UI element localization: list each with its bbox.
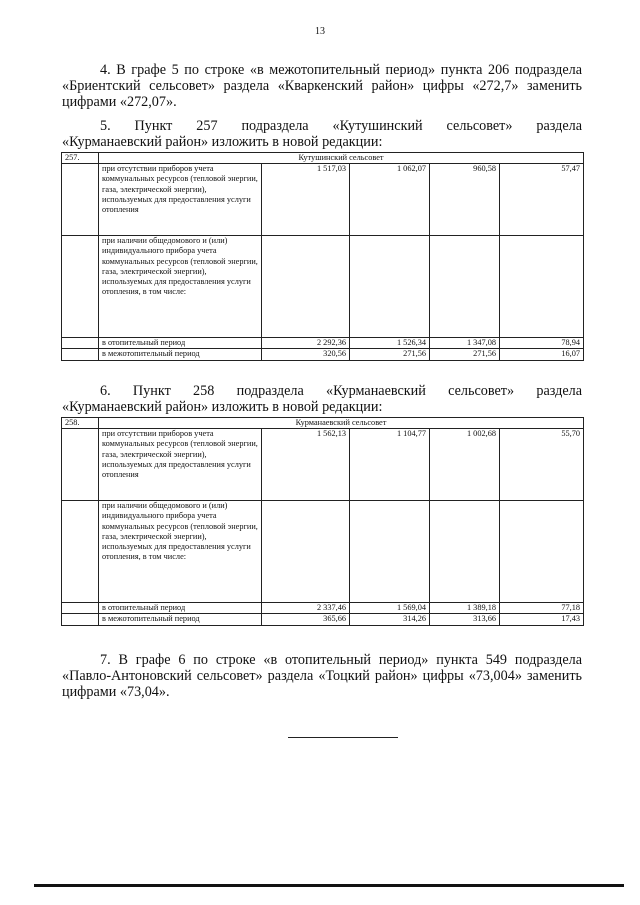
end-divider: [288, 737, 398, 738]
cell-value: 313,66: [430, 614, 500, 625]
table-header-row: [62, 418, 584, 429]
cell-value: 55,70: [500, 429, 584, 501]
row-label: в межотопительный период: [99, 349, 262, 360]
cell-value: 1 526,34: [350, 338, 430, 349]
cell-value: 2 337,46: [262, 603, 350, 614]
cell-value: 1 062,07: [350, 164, 430, 236]
cell-value: 1 389,18: [430, 603, 500, 614]
table-row: [62, 338, 584, 349]
paragraph-4-text: 4. В графе 5 по строке «в межотопительный период» пункта 206 подраздела «Бриентский сельсовет» раздела «Кваркенский район» цифры «272,7» заменить цифрами «272,07».: [62, 62, 582, 111]
cell-value: 2 292,36: [262, 338, 350, 349]
cell-value: 1 562,13: [262, 429, 350, 501]
cell-value: 1 517,03: [262, 164, 350, 236]
cell-value: 1 002,68: [430, 429, 500, 501]
table-row: [62, 501, 584, 603]
table-row: [62, 603, 584, 614]
bottom-rule: [34, 884, 624, 887]
cell-value: 57,47: [500, 164, 584, 236]
table-title: Курманаевский сельсовет: [99, 418, 584, 429]
page-number: 13: [315, 26, 325, 37]
item-number: 257.: [62, 153, 99, 164]
row-label: при наличии общедомового и (или) индивидуального прибора учета коммунальных ресурсов (тепловой энергии, газа, электрической энергии), используемых для предоставления услуги отопления, в том числе:: [99, 501, 262, 603]
paragraph-6-line-2: «Курманаевский район» изложить в новой редакции:: [62, 399, 383, 415]
cell-value: 320,56: [262, 349, 350, 360]
table-row: [62, 349, 584, 360]
paragraph-4: [62, 62, 582, 111]
paragraph-7: [62, 652, 582, 701]
row-label: при наличии общедомового и (или) индивидуального прибора учета коммунальных ресурсов (тепловой энергии, газа, электрической энергии), используемых для предоставления услуги отопления, в том числе:: [99, 236, 262, 338]
cell-value: 271,56: [350, 349, 430, 360]
cell-value: 78,94: [500, 338, 584, 349]
table-row: [62, 614, 584, 625]
cell-value: 960,58: [430, 164, 500, 236]
paragraph-5-line-2: «Курманаевский район» изложить в новой редакции:: [62, 134, 383, 150]
cell-value: 365,66: [262, 614, 350, 625]
table-header-row: [62, 153, 584, 164]
row-label: в отопительный период: [99, 338, 262, 349]
cell-value: 1 347,08: [430, 338, 500, 349]
paragraph-5-line-1: 5. Пункт 257 подраздела «Кутушинский сельсовет» раздела: [100, 118, 582, 134]
table-row: [62, 236, 584, 338]
item-number: 258.: [62, 418, 99, 429]
cell-value: 17,43: [500, 614, 584, 625]
cell-value: 314,26: [350, 614, 430, 625]
cell-value: 77,18: [500, 603, 584, 614]
cell-value: 16,07: [500, 349, 584, 360]
cell-value: 1 569,04: [350, 603, 430, 614]
cell-value: 1 104,77: [350, 429, 430, 501]
row-label: при отсутствии приборов учета коммунальных ресурсов (тепловой энергии, газа, электрической энергии), используемых для предоставления услуги отопления: [99, 164, 262, 236]
row-label: при отсутствии приборов учета коммунальных ресурсов (тепловой энергии, газа, электрической энергии), используемых для предоставления услуги отопления: [99, 429, 262, 501]
cell-value: 271,56: [430, 349, 500, 360]
table-title: Кутушинский сельсовет: [99, 153, 584, 164]
paragraph-6-line-1: 6. Пункт 258 подраздела «Курманаевский сельсовет» раздела: [100, 383, 582, 399]
table-258: [61, 417, 584, 626]
paragraph-7-text: 7. В графе 6 по строке «в отопительный период» пункта 549 подраздела «Павло-Антоновский сельсовет» раздела «Тоцкий район» цифры «73,004» заменить цифрами «73,04».: [62, 652, 582, 701]
table-257: [61, 152, 584, 361]
row-label: в межотопительный период: [99, 614, 262, 625]
row-label: в отопительный период: [99, 603, 262, 614]
table-row: [62, 429, 584, 501]
table-row: [62, 164, 584, 236]
